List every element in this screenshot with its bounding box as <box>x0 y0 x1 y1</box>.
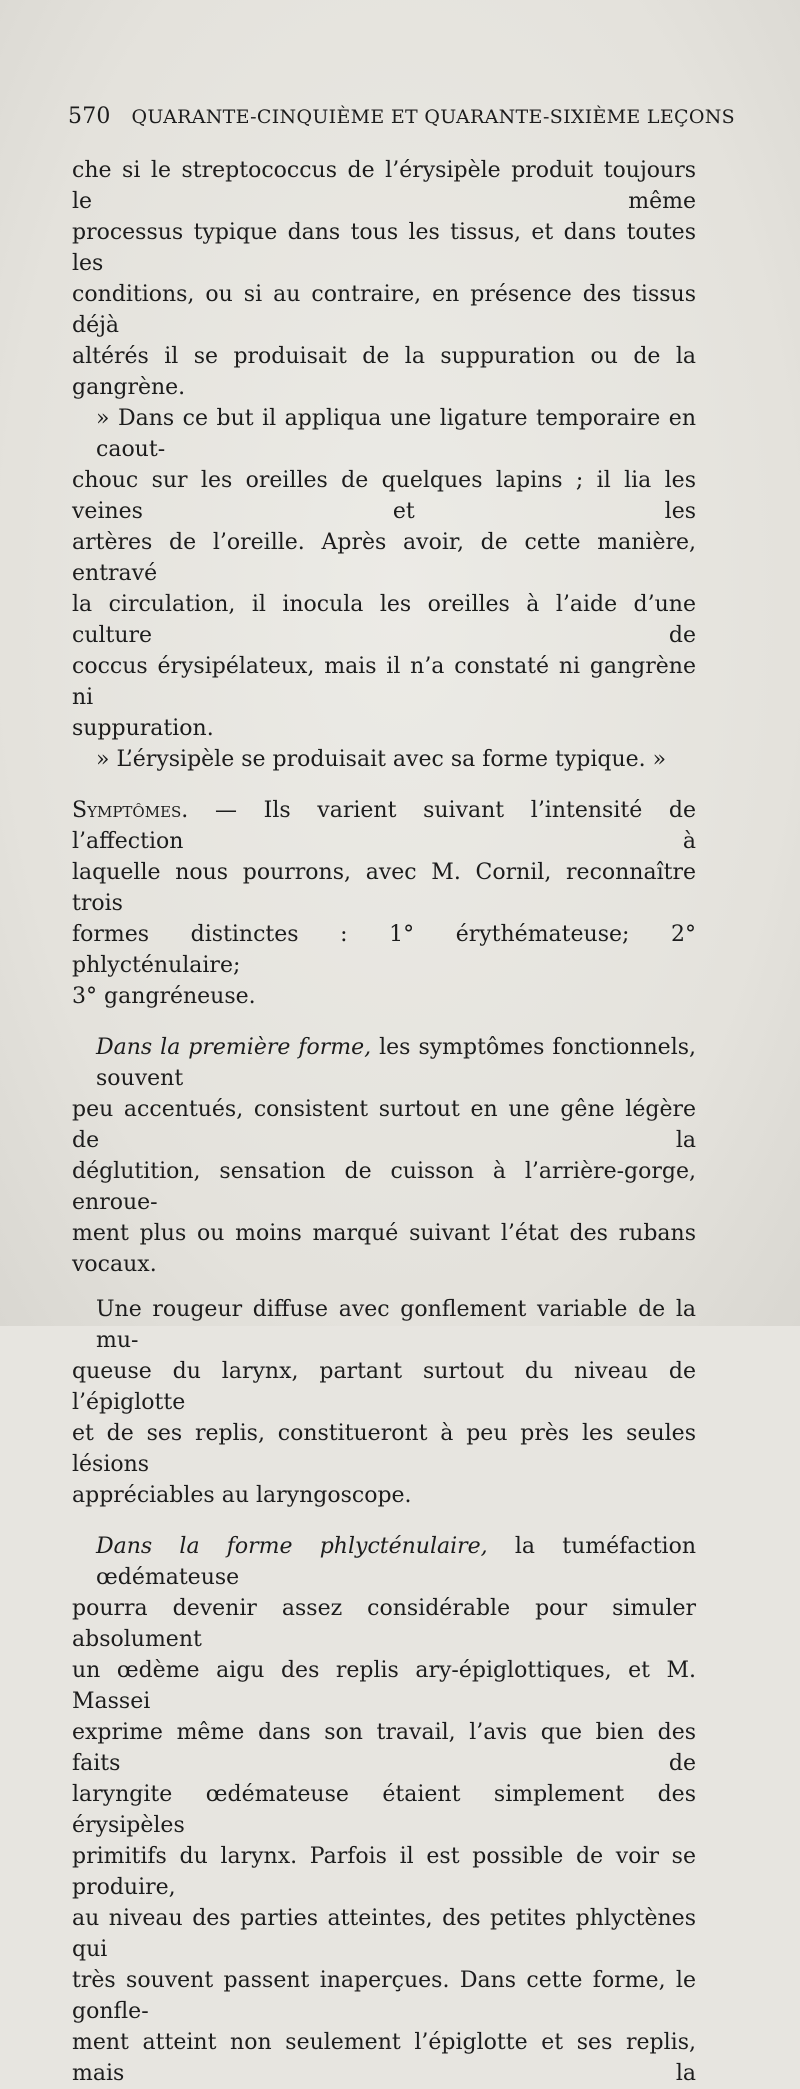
paragraph-experiment <box>72 403 696 465</box>
text-line: suppuration. <box>72 716 214 741</box>
paragraph-diffuse-redness-cont <box>72 1356 696 1511</box>
text-line: laryngite œdémateuse étaient simplement des érysipèles <box>72 1782 696 1838</box>
text-line: » Dans ce but il appliqua une ligature temporaire en caout- <box>96 406 696 462</box>
text-line: altérés il se produisait de la suppuration ou de la gangrène. <box>72 344 696 400</box>
paragraph-experiment-cont <box>72 465 696 744</box>
paragraph-first-form <box>72 1032 696 1094</box>
text-line: artères de l’oreille. Après avoir, de cette manière, entravé <box>72 530 696 586</box>
paragraph-typical-form <box>72 744 696 775</box>
text-line: processus typique dans tous les tissus, et dans toutes les <box>72 220 696 276</box>
text-line: appréciables au laryngoscope. <box>72 1483 412 1508</box>
running-header <box>68 104 735 129</box>
text-line: et de ses replis, constitueront à peu près les seules lésions <box>72 1421 696 1477</box>
paragraph-phlyctenular-form <box>72 1531 696 1593</box>
text-line: laquelle nous pourrons, avec M. Cornil, reconnaître trois <box>72 860 696 916</box>
body-text <box>72 155 696 2089</box>
paragraph-first-form-cont <box>72 1094 696 1280</box>
text-line: primitifs du larynx. Parfois il est possible de voir se produire, <box>72 1844 696 1900</box>
paragraph-streptococcus <box>72 155 696 403</box>
text-line: ment atteint non seulement l’épiglotte et ses replis, mais la <box>72 2030 696 2086</box>
paragraph-diffuse-redness <box>72 1294 696 1356</box>
paragraph-symptoms <box>72 795 696 1012</box>
text-line: Dans la forme phlycténulaire, la tuméfaction œdémateuse <box>96 1534 696 1590</box>
text-line: un œdème aigu des replis ary-épiglottiques, et M. Massei <box>72 1658 696 1714</box>
text-line: ment plus ou moins marqué suivant l’état des rubans vocaux. <box>72 1221 696 1277</box>
text-line: pourra devenir assez considérable pour simuler absolument <box>72 1596 696 1652</box>
text-line: la circulation, il inocula les oreilles à l’aide d’une culture de <box>72 592 696 648</box>
text-line: au niveau des parties atteintes, des petites phlyctènes qui <box>72 1906 696 1962</box>
first-form-lead: Dans la première forme, <box>96 1035 372 1060</box>
text-line: 3° gangréneuse. <box>72 984 256 1009</box>
text-line: che si le streptococcus de l’érysipèle produit toujours le même <box>72 158 696 214</box>
running-title: QUARANTE-CINQUIÈME ET QUARANTE-SIXIÈME LEÇONS <box>131 106 735 128</box>
text-line: Dans la première forme, les symptômes fonctionnels, souvent <box>96 1035 697 1091</box>
text-line: conditions, ou si au contraire, en présence des tissus déjà <box>72 282 696 338</box>
text-line: Une rougeur diffuse avec gonflement variable de la mu- <box>96 1297 696 1353</box>
text-line: exprime même dans son travail, l’avis que bien des faits de <box>72 1720 696 1776</box>
text-line: peu accentués, consistent surtout en une gêne légère de la <box>72 1097 696 1153</box>
text-line: queuse du larynx, partant surtout du niveau de l’épiglotte <box>72 1359 696 1415</box>
text-line: coccus érysipélateux, mais il n’a constaté ni gangrène ni <box>72 654 696 710</box>
text-line: Symptômes. — Ils varient suivant l’intensité de l’affection à <box>72 798 696 854</box>
text-line: chouc sur les oreilles de quelques lapins ; il lia les veines et les <box>72 468 696 524</box>
text-line: formes distinctes : 1° érythémateuse; 2° phlycténulaire; <box>72 922 696 978</box>
page-number: 570 <box>68 104 111 129</box>
symptoms-heading: Symptômes. <box>72 798 189 823</box>
paragraph-phlyctenular-form-cont <box>72 1593 696 2089</box>
text-line: très souvent passent inaperçues. Dans cette forme, le gonfle- <box>72 1968 696 2024</box>
phlyctenular-form-lead: Dans la forme phlycténulaire, <box>96 1534 488 1559</box>
text-line: » L’érysipèle se produisait avec sa forme typique. » <box>96 747 667 772</box>
text-line: déglutition, sensation de cuisson à l’arrière-gorge, enroue- <box>72 1159 696 1215</box>
